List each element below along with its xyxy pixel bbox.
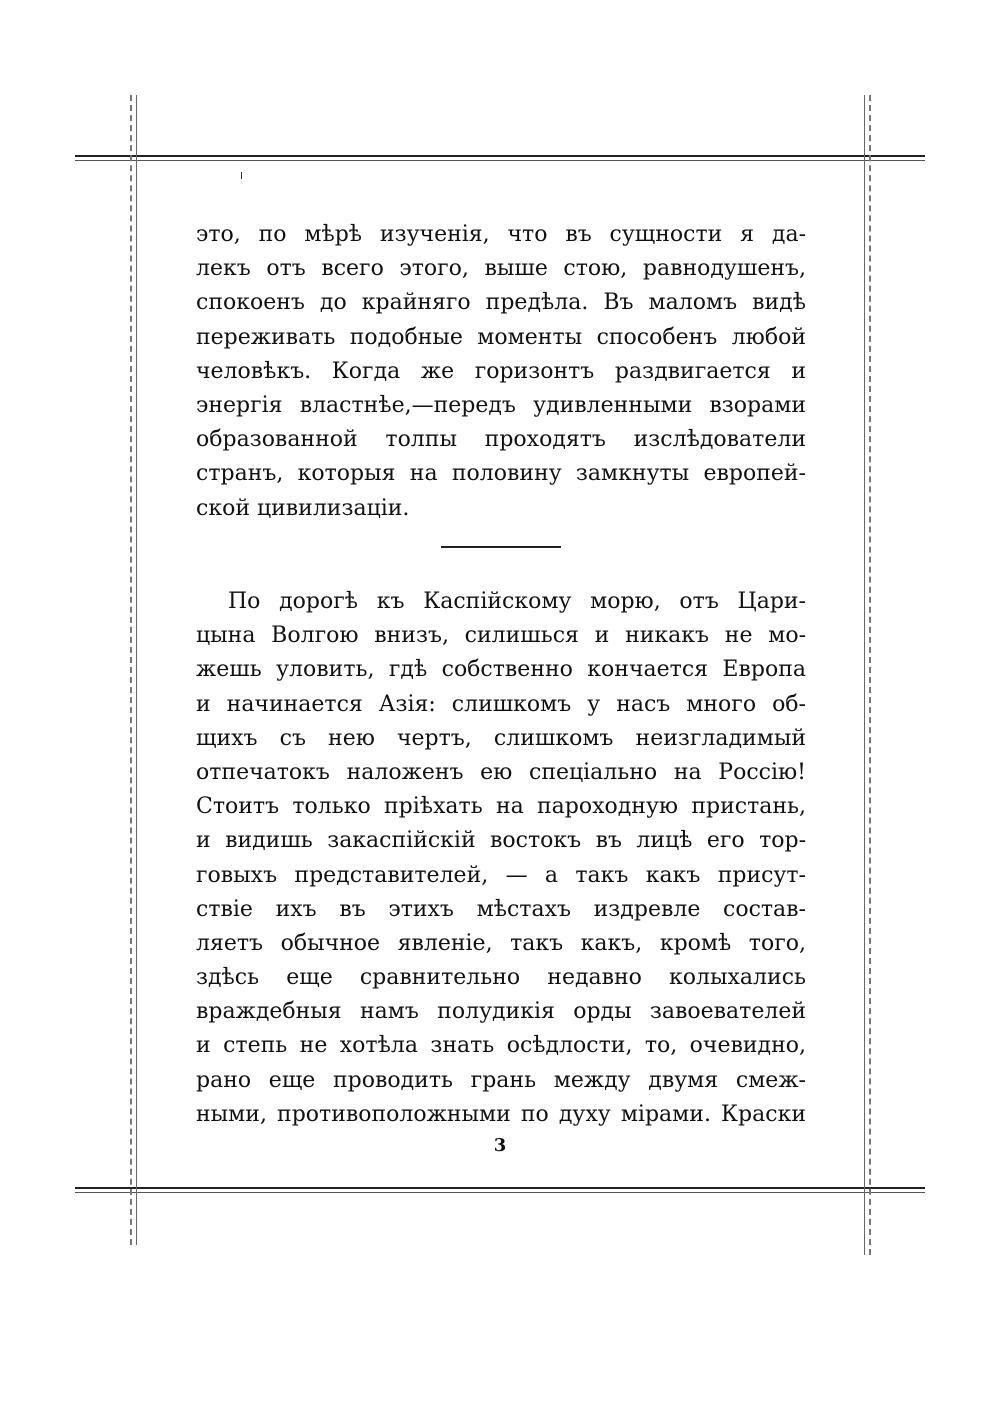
text-line: и начинается Азія: слишкомъ у насъ много об-: [196, 691, 806, 717]
text-line: и видишь закаспійскій востокъ въ лицѣ его тор-: [196, 828, 806, 854]
text-line: жешь уловить, гдѣ собственно кончается Европа: [196, 657, 806, 683]
text-line: враждебныя намъ полудикія орды завоевателей: [196, 999, 806, 1025]
text-line: ствіе ихъ въ этихъ мѣстахъ издревле состав-: [196, 896, 806, 922]
text-line: здѣсь еще сравнительно недавно колыхались: [196, 965, 806, 991]
right-border-rule-outer: [869, 95, 871, 1255]
text-line: говыхъ представителей, — а такъ какъ присут-: [196, 862, 806, 888]
top-border-rule: [75, 155, 925, 157]
text-line: ными, противоположными по духу мірами. Краски: [196, 1101, 806, 1127]
text-line: и степь не хотѣла знать осѣдлости, то, очевидно,: [196, 1033, 806, 1059]
text-line: щихъ съ нею чертъ, слишкомъ неизгладимый: [196, 725, 806, 751]
text-line: человѣкъ. Когда же горизонтъ раздвигается и: [196, 358, 806, 384]
top-border-rule-secondary: [75, 160, 925, 161]
text-line: образованной толпы проходятъ изслѣдователи: [196, 427, 806, 453]
text-line: это, по мѣрѣ изученія, что въ сущности я да-: [196, 222, 806, 247]
section-separator: [441, 546, 561, 548]
text-line: ской цивилизаціи.: [196, 495, 410, 521]
left-border-rule: [136, 95, 137, 1245]
text-line: переживать подобные моменты способенъ любой: [196, 324, 806, 350]
bottom-border-rule-secondary: [75, 1192, 925, 1193]
text-line: отпечатокъ наложенъ ею спеціально на Россію!: [196, 759, 806, 785]
text-line: Стоитъ только пріѣхать на пароходную пристань,: [196, 794, 806, 820]
text-line: энергія властнѣе,—передъ удивленными взорами: [196, 392, 806, 418]
paragraph-2: [196, 585, 806, 1132]
text-line: цына Волгою внизъ, силишься и никакъ не мо-: [196, 623, 806, 649]
bottom-border-rule: [75, 1187, 925, 1189]
right-border-rule: [864, 95, 865, 1255]
text-line: странъ, которыя на половину замкнуты европей-: [196, 461, 806, 487]
page-number: 3: [493, 1135, 507, 1156]
text-line: лекъ отъ всего этого, выше стою, равнодушенъ,: [196, 256, 806, 282]
text-line: спокоенъ до крайняго предѣла. Въ маломъ видѣ: [196, 290, 806, 316]
left-border-rule-outer: [130, 95, 132, 1245]
stray-print-mark: [241, 172, 242, 179]
text-line: По дорогѣ къ Каспійскому морю, отъ Цари-: [228, 589, 806, 614]
text-line: ляетъ обычное явленіе, такъ какъ, кромѣ того,: [196, 930, 806, 956]
paragraph-1: [196, 218, 806, 526]
text-line: рано еще проводить грань между двумя смеж-: [196, 1067, 806, 1093]
